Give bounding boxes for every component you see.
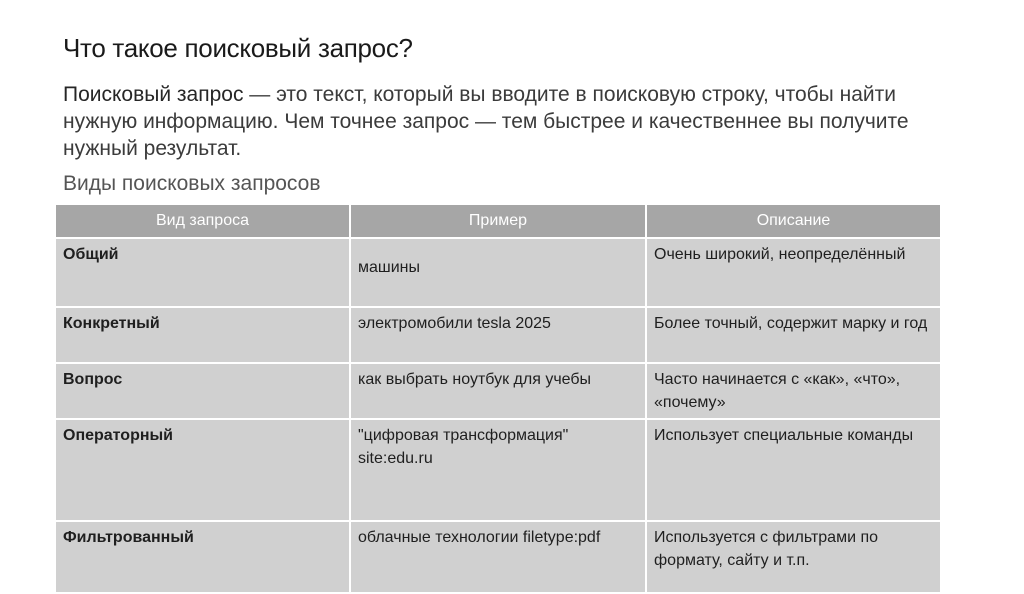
cell-description: Использует специальные команды (646, 419, 941, 521)
cell-type: Общий (55, 238, 350, 307)
header-example: Пример (350, 204, 646, 238)
cell-example: как выбрать ноутбук для учебы (350, 363, 646, 419)
query-types-table (54, 203, 942, 594)
header-type: Вид запроса (55, 204, 350, 238)
cell-type: Вопрос (55, 363, 350, 419)
cell-example: машины (350, 238, 646, 307)
cell-example: облачные технологии filetype:pdf (350, 521, 646, 593)
lead-term: Поисковый запрос (63, 83, 244, 106)
cell-type: Фильтрованный (55, 521, 350, 593)
table-row (55, 238, 941, 307)
table-row (55, 521, 941, 593)
table-row (55, 307, 941, 363)
cell-description: Очень широкий, неопределённый (646, 238, 941, 307)
table-header-row (55, 204, 941, 238)
slide-title: Что такое поисковый запрос? (63, 33, 413, 63)
table-row (55, 363, 941, 419)
cell-type: Операторный (55, 419, 350, 521)
cell-example: "цифровая трансформация" site:edu.ru (350, 419, 646, 521)
table-row (55, 419, 941, 521)
lead-paragraph (63, 81, 943, 162)
cell-type: Конкретный (55, 307, 350, 363)
table-subtitle: Виды поисковых запросов (63, 172, 321, 195)
cell-description: Более точный, содержит марку и год (646, 307, 941, 363)
cell-description: Используется с фильтрами по формату, сайту и т.п. (646, 521, 941, 593)
cell-description: Часто начинается с «как», «что», «почему» (646, 363, 941, 419)
header-description: Описание (646, 204, 941, 238)
cell-example: электромобили tesla 2025 (350, 307, 646, 363)
lead-definition: — это текст, который вы вводите в поисковую строку, чтобы найти нужную информацию. Чем точнее запрос — тем быстрее и качественнее вы получите нужный результат. (63, 83, 909, 160)
